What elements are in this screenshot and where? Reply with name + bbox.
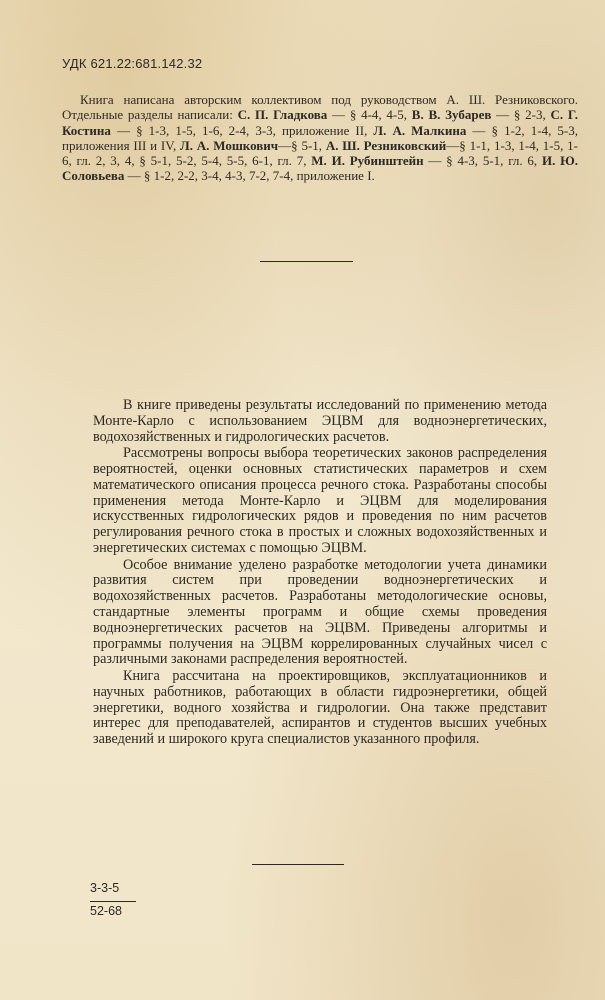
authors-text-segment: Книга написана авторским коллективом под руководством — [80, 92, 447, 107]
abstract-paragraph-3: Особое внимание уделено разработке методологии учета динамики развития систем при проведении водноэнергетических и водохозяйственных расчетов. Разработаны методологические основы, стандартные элементы программ и общие схемы проведения водноэнергетических расчетов на ЭЦВМ. Приведены алгоритмы и программы получения на ЭЦВМ коррелированных случайных чисел с различными законами распределения вероятностей. — [93, 556, 547, 668]
authors-text-segment: —§ 1-1, 1-3, 1-4, 1-5, 1-6, гл. 2, 3, 4, § 5-1, 5-2, 5-4, 5-5, 6-1, гл. 7, — [62, 137, 578, 169]
catalog-code — [90, 881, 136, 918]
author-name: И. Ю. Соловьева — [62, 153, 578, 184]
abstract-paragraph-2: Рассмотрены вопросы выбора теоретических законов распределения вероятностей, оценки основных статистических параметров и схем математического описания процесса речного стока. Разработаны способы применения метода Монте-Карло и ЭЦВМ для моделирования искусственных гидрологических рядов и проведения по ним расчетов регулирования речного стока в простых и сложных водохозяйственных и энергетических системах с помощью ЭЦВМ. — [93, 445, 547, 556]
author-name: С. Г. Костина — [62, 107, 578, 138]
authors-text-segment: — § 1-2, 2-2, 3-4, 4-3, 7-2, 7-4, приложение I. — [124, 168, 375, 184]
author-name: Л. А. Мошкович — [180, 137, 279, 153]
authors-text-segment: — § 4-4, 4-5, — [327, 107, 412, 123]
fraction-bar — [90, 901, 136, 902]
authors-text — [62, 92, 578, 184]
author-name: В. В. Зубарев — [411, 107, 492, 123]
udk-code: УДК 621.22:681.142.32 — [62, 56, 203, 71]
abstract-paragraph-4: Книга рассчитана на проектировщиков, эксплуатационников и научных работников, работающих в области гидроэнергетики, общей энергетики, водного хозяйства и гидрологии. Она также представит интерес для преподавателей, аспирантов и студентов высших учебных заведений и широкого круга специалистов указанного профиля. — [93, 667, 547, 748]
authors-text-segment: — § 2-3, — [491, 107, 551, 123]
author-name: М. И. Рубинштейн — [311, 153, 424, 169]
abstract — [93, 398, 547, 749]
authors-text-segment: Отдельные разделы написали: — [62, 107, 238, 123]
authors-text-segment: А. Ш. Резниковского. — [446, 92, 578, 107]
authors-text-segment: —§ 5-1, — [278, 137, 326, 153]
authors-text-segment: — § 1-3, 1-5, 1-6, 2-4, 3-3, приложение II, — [110, 122, 374, 138]
author-name: А. Ш. Резниковский — [325, 137, 447, 153]
authors-text-segment: — § 1-2, 1-4, 5-3, приложения III и IV, — [62, 122, 578, 153]
catalog-code-top: 3-3-5 — [90, 881, 120, 895]
abstract-paragraph-1: В книге приведены результаты исследований по применению метода Монте-Карло с использованием ЭЦВМ для водноэнергетических, водохозяйственных и гидрологических расчетов. — [93, 397, 547, 445]
authors-text-segment: — § 4-3, 5-1, гл. 6, — [423, 153, 542, 169]
authors-paragraph — [62, 92, 578, 184]
divider-top — [260, 261, 353, 262]
catalog-code-bottom: 52-68 — [90, 904, 122, 918]
author-name: Л. А. Малкина — [373, 122, 467, 138]
author-name: С. П. Гладкова — [237, 107, 328, 123]
divider-bottom — [252, 864, 344, 865]
